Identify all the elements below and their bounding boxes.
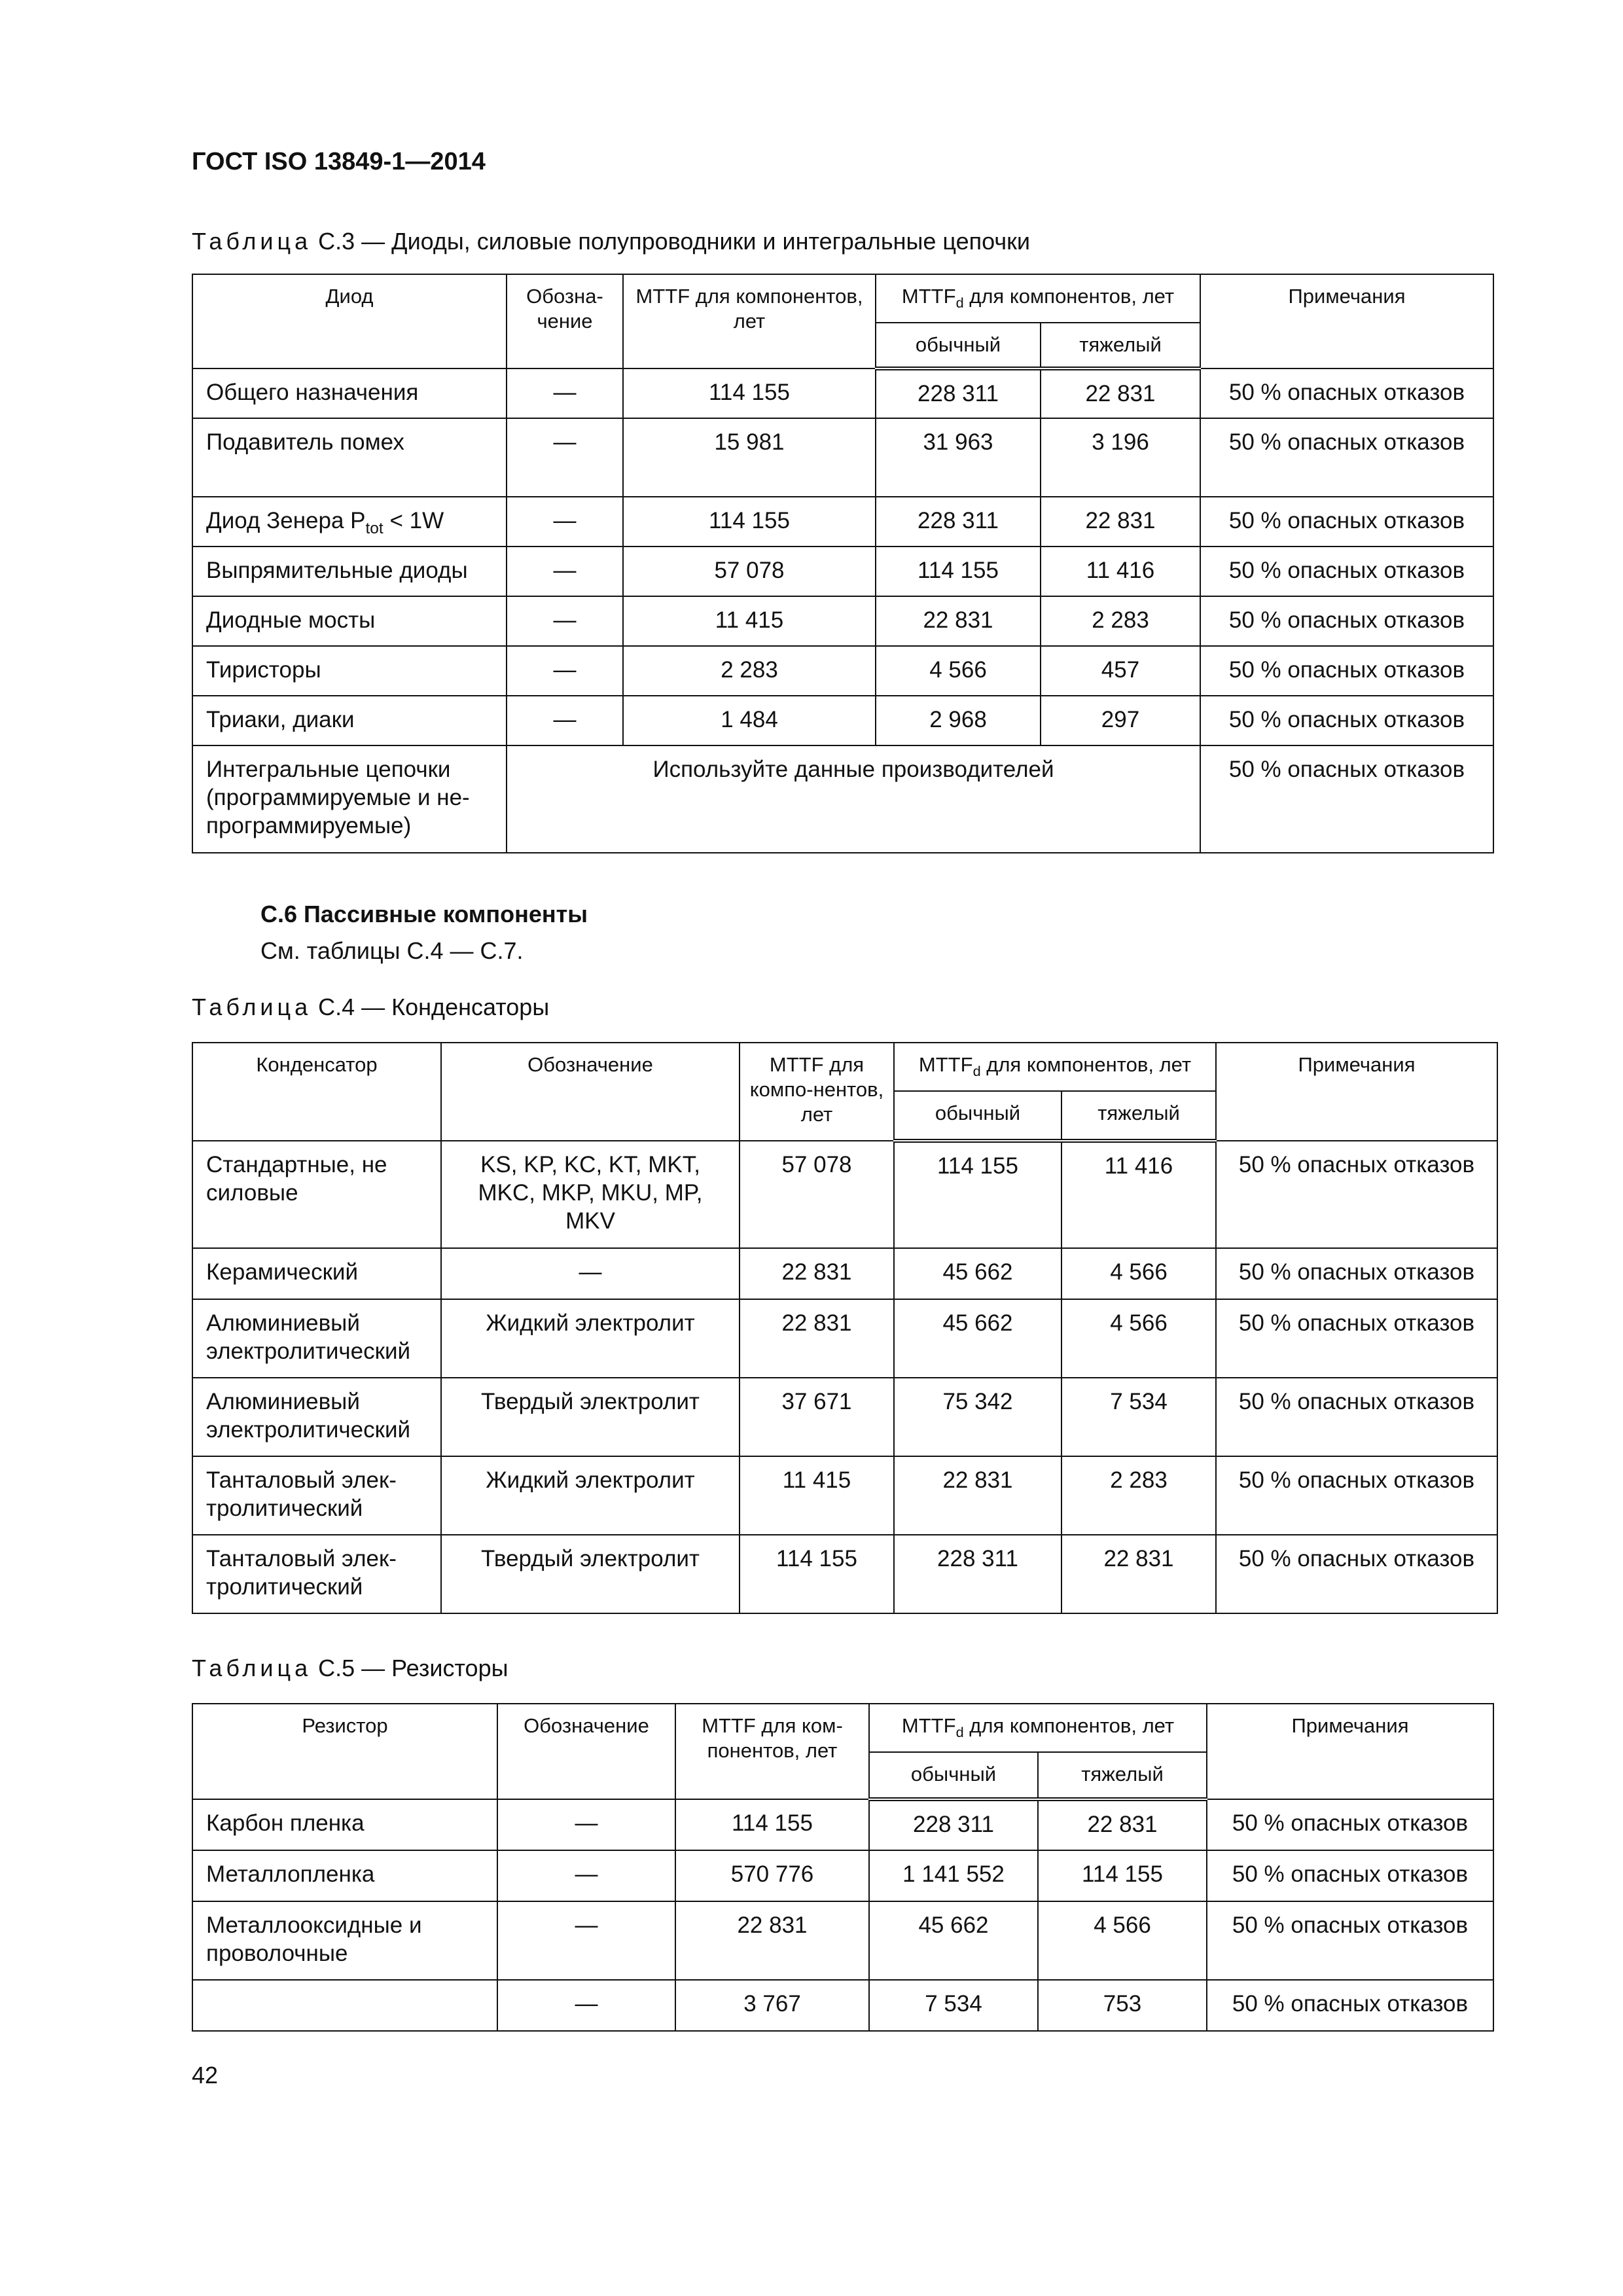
cell-notes: 50 % опасных отказов [1200, 497, 1493, 547]
table-row [192, 1980, 1493, 2031]
mttfd-label: MTTF [901, 1714, 956, 1737]
table-row [192, 418, 1493, 497]
table-c3-header-normal: обычный [876, 323, 1041, 368]
cell-normal: 2 968 [876, 696, 1041, 745]
table-c5-caption-word: Таблица [192, 1655, 312, 1681]
cell-name: Танталовый элек-тролитический [192, 1535, 441, 1613]
cell-designation: — [497, 1799, 675, 1850]
cell-name: Подавитель помех [192, 418, 507, 497]
cell-notes: 50 % опасных отказов [1216, 1248, 1497, 1299]
cell-name: Металлооксидные и проволочные [192, 1901, 497, 1980]
page-number: 42 [192, 2062, 219, 2089]
cell-designation: — [507, 547, 623, 596]
table-c4-header-capacitor: Конденсатор [192, 1043, 441, 1141]
cell-name: Общего назначения [192, 368, 507, 418]
table-c5-header-resistor: Резистор [192, 1704, 497, 1799]
document-title: ГОСТ ISO 13849-1—2014 [192, 148, 486, 175]
cell-heavy: 22 831 [1061, 1535, 1216, 1613]
table-c3-header-mttfd [876, 274, 1200, 323]
cell-notes: 50 % опасных отказов [1200, 646, 1493, 696]
cell-name: Алюминиевый электролитический [192, 1299, 441, 1378]
table-row [192, 368, 1493, 418]
cell-mttf: 114 155 [740, 1535, 894, 1613]
cell-name-part: < 1W [383, 508, 444, 533]
cell-normal: 228 311 [876, 368, 1041, 418]
cell-notes: 50 % опасных отказов [1200, 368, 1493, 418]
cell-designation: — [507, 646, 623, 696]
cell-name-subscript: tot [365, 520, 383, 537]
table-c4-caption [192, 994, 549, 1021]
table-c4 [192, 1042, 1498, 1614]
table-c3-header-designation: Обозна-чение [507, 274, 623, 368]
cell-notes: 50 % опасных отказов [1200, 418, 1493, 497]
table-c3-header-mttf: MTTF для компонентов, лет [623, 274, 876, 368]
table-row [192, 497, 1493, 547]
table-c3-caption-text: С.3 — Диоды, силовые полупроводники и интегральные цепочки [312, 228, 1030, 255]
cell-normal: 114 155 [876, 547, 1041, 596]
cell-designation: Жидкий электролит [441, 1299, 740, 1378]
table-row [192, 1850, 1493, 1901]
table-row [192, 1299, 1497, 1378]
cell-mttf: 11 415 [623, 596, 876, 646]
cell-notes: 50 % опасных отказов [1200, 596, 1493, 646]
cell-name: Диодные мосты [192, 596, 507, 646]
cell-heavy: 4 566 [1038, 1901, 1207, 1980]
table-c4-header-normal: обычный [894, 1091, 1061, 1141]
cell-designation: — [507, 596, 623, 646]
cell-designation: — [497, 1850, 675, 1901]
cell-heavy: 297 [1041, 696, 1200, 745]
table-row [192, 1799, 1493, 1850]
cell-mttf: 22 831 [740, 1248, 894, 1299]
cell-mttf: 114 155 [623, 497, 876, 547]
cell-normal: 22 831 [876, 596, 1041, 646]
cell-heavy: 114 155 [1038, 1850, 1207, 1901]
cell-heavy: 11 416 [1061, 1141, 1216, 1248]
cell-normal: 45 662 [894, 1248, 1061, 1299]
cell-designation: — [507, 497, 623, 547]
mttfd-label-rest: для компонентов, лет [963, 285, 1175, 308]
cell-name: Стандартные, не силовые [192, 1141, 441, 1248]
table-row [192, 1378, 1497, 1456]
cell-name: Карбон пленка [192, 1799, 497, 1850]
cell-heavy: 457 [1041, 646, 1200, 696]
mttfd-subscript: d [972, 1063, 981, 1080]
cell-name: Керамический [192, 1248, 441, 1299]
cell-mttf: 3 767 [675, 1980, 869, 2031]
cell-heavy: 4 566 [1061, 1299, 1216, 1378]
table-c4-caption-word: Таблица [192, 994, 312, 1020]
cell-notes: 50 % опасных отказов [1216, 1378, 1497, 1456]
mttfd-label-rest: для компонентов, лет [980, 1053, 1192, 1076]
mttfd-label-rest: для компонентов, лет [963, 1714, 1175, 1737]
cell-designation: — [497, 1901, 675, 1980]
cell-name: Интегральные цепочки (программируемые и не-программируемые) [192, 745, 507, 853]
table-row [192, 1456, 1497, 1535]
mttfd-label: MTTF [901, 285, 956, 308]
cell-mttf: 57 078 [740, 1141, 894, 1248]
table-c4-caption-text: С.4 — Конденсаторы [312, 994, 550, 1020]
cell-mttf: 37 671 [740, 1378, 894, 1456]
table-row [192, 1141, 1497, 1248]
table-c5-header-normal: обычный [869, 1752, 1038, 1799]
table-c4-header-designation: Обозначение [441, 1043, 740, 1141]
cell-designation: — [497, 1980, 675, 2031]
cell-notes: 50 % опасных отказов [1216, 1299, 1497, 1378]
mttfd-label: MTTF [918, 1053, 973, 1076]
mttfd-subscript: d [955, 1724, 964, 1741]
cell-name: Танталовый элек-тролитический [192, 1456, 441, 1535]
cell-notes: 50 % опасных отказов [1207, 1799, 1493, 1850]
cell-normal: 31 963 [876, 418, 1041, 497]
table-row [192, 596, 1493, 646]
cell-heavy: 11 416 [1041, 547, 1200, 596]
cell-mttf: 114 155 [623, 368, 876, 418]
table-row [192, 1248, 1497, 1299]
cell-name [192, 497, 507, 547]
cell-mttf: 22 831 [675, 1901, 869, 1980]
cell-normal: 75 342 [894, 1378, 1061, 1456]
cell-heavy: 4 566 [1061, 1248, 1216, 1299]
cell-heavy: 22 831 [1041, 368, 1200, 418]
cell-normal: 228 311 [894, 1535, 1061, 1613]
cell-heavy: 7 534 [1061, 1378, 1216, 1456]
cell-mttf: 570 776 [675, 1850, 869, 1901]
cell-name-part: Диод Зенера P [206, 508, 366, 533]
cell-name: Выпрямительные диоды [192, 547, 507, 596]
table-row [192, 696, 1493, 745]
cell-notes: 50 % опасных отказов [1200, 547, 1493, 596]
cell-normal: 4 566 [876, 646, 1041, 696]
cell-designation: — [507, 368, 623, 418]
cell-mttf: 15 981 [623, 418, 876, 497]
table-row [192, 745, 1493, 853]
mttfd-subscript: d [955, 295, 964, 312]
cell-heavy: 753 [1038, 1980, 1207, 2031]
cell-merged-manufacturer-data: Используйте данные производителей [507, 745, 1200, 853]
table-c3 [192, 274, 1494, 853]
cell-notes: 50 % опасных отказов [1200, 696, 1493, 745]
section-heading: С.6 Пассивные компоненты [260, 901, 588, 927]
table-c4-header-mttfd [894, 1043, 1216, 1091]
cell-name: Триаки, диаки [192, 696, 507, 745]
cell-normal: 114 155 [894, 1141, 1061, 1248]
cell-notes: 50 % опасных отказов [1216, 1456, 1497, 1535]
cell-heavy: 2 283 [1041, 596, 1200, 646]
cell-normal: 1 141 552 [869, 1850, 1038, 1901]
cell-name: Алюминиевый электролитический [192, 1378, 441, 1456]
cell-mttf: 1 484 [623, 696, 876, 745]
table-c5-caption [192, 1655, 508, 1682]
table-c5 [192, 1703, 1494, 2032]
cell-mttf: 57 078 [623, 547, 876, 596]
table-c3-header-notes: Примечания [1200, 274, 1493, 368]
table-c5-header-mttfd [869, 1704, 1207, 1752]
table-row [192, 646, 1493, 696]
table-c3-header-diode: Диод [192, 274, 507, 368]
table-c5-caption-text: С.5 — Резисторы [312, 1655, 508, 1681]
cell-mttf: 2 283 [623, 646, 876, 696]
table-c4-header-notes: Примечания [1216, 1043, 1497, 1141]
cell-normal: 7 534 [869, 1980, 1038, 2031]
cell-normal: 45 662 [869, 1901, 1038, 1980]
cell-normal: 228 311 [876, 497, 1041, 547]
cell-mttf: 114 155 [675, 1799, 869, 1850]
cell-designation: KS, KP, KC, KT, MKT, MKC, MKP, MKU, MP, MKV [441, 1141, 740, 1248]
cell-heavy: 2 283 [1061, 1456, 1216, 1535]
table-c3-caption [192, 228, 1030, 255]
cell-heavy: 22 831 [1038, 1799, 1207, 1850]
cell-heavy: 22 831 [1041, 497, 1200, 547]
table-c3-caption-word: Таблица [192, 228, 312, 255]
cell-normal: 22 831 [894, 1456, 1061, 1535]
table-c4-header-heavy: тяжелый [1061, 1091, 1216, 1141]
cell-designation: Жидкий электролит [441, 1456, 740, 1535]
table-row [192, 547, 1493, 596]
cell-normal: 45 662 [894, 1299, 1061, 1378]
section-text: См. таблицы С.4 — С.7. [260, 937, 524, 964]
cell-designation: — [507, 696, 623, 745]
cell-name [192, 1980, 497, 2031]
cell-designation: Твердый электролит [441, 1535, 740, 1613]
table-c5-header-notes: Примечания [1207, 1704, 1493, 1799]
cell-notes: 50 % опасных отказов [1207, 1980, 1493, 2031]
cell-mttf: 22 831 [740, 1299, 894, 1378]
cell-notes: 50 % опасных отказов [1216, 1141, 1497, 1248]
cell-mttf: 11 415 [740, 1456, 894, 1535]
cell-designation: Твердый электролит [441, 1378, 740, 1456]
table-c5-header-mttf: MTTF для ком-понентов, лет [675, 1704, 869, 1799]
cell-notes: 50 % опасных отказов [1207, 1850, 1493, 1901]
table-c5-header-heavy: тяжелый [1038, 1752, 1207, 1799]
cell-designation: — [507, 418, 623, 497]
cell-notes: 50 % опасных отказов [1216, 1535, 1497, 1613]
table-row [192, 1535, 1497, 1613]
cell-notes: 50 % опасных отказов [1200, 745, 1493, 853]
table-c4-header-mttf: MTTF для компо-нентов, лет [740, 1043, 894, 1141]
cell-notes: 50 % опасных отказов [1207, 1901, 1493, 1980]
cell-normal: 228 311 [869, 1799, 1038, 1850]
cell-name: Тиристоры [192, 646, 507, 696]
table-row [192, 1901, 1493, 1980]
cell-designation: — [441, 1248, 740, 1299]
cell-name: Металлопленка [192, 1850, 497, 1901]
cell-heavy: 3 196 [1041, 418, 1200, 497]
table-c5-header-designation: Обозначение [497, 1704, 675, 1799]
table-c3-header-heavy: тяжелый [1041, 323, 1200, 368]
